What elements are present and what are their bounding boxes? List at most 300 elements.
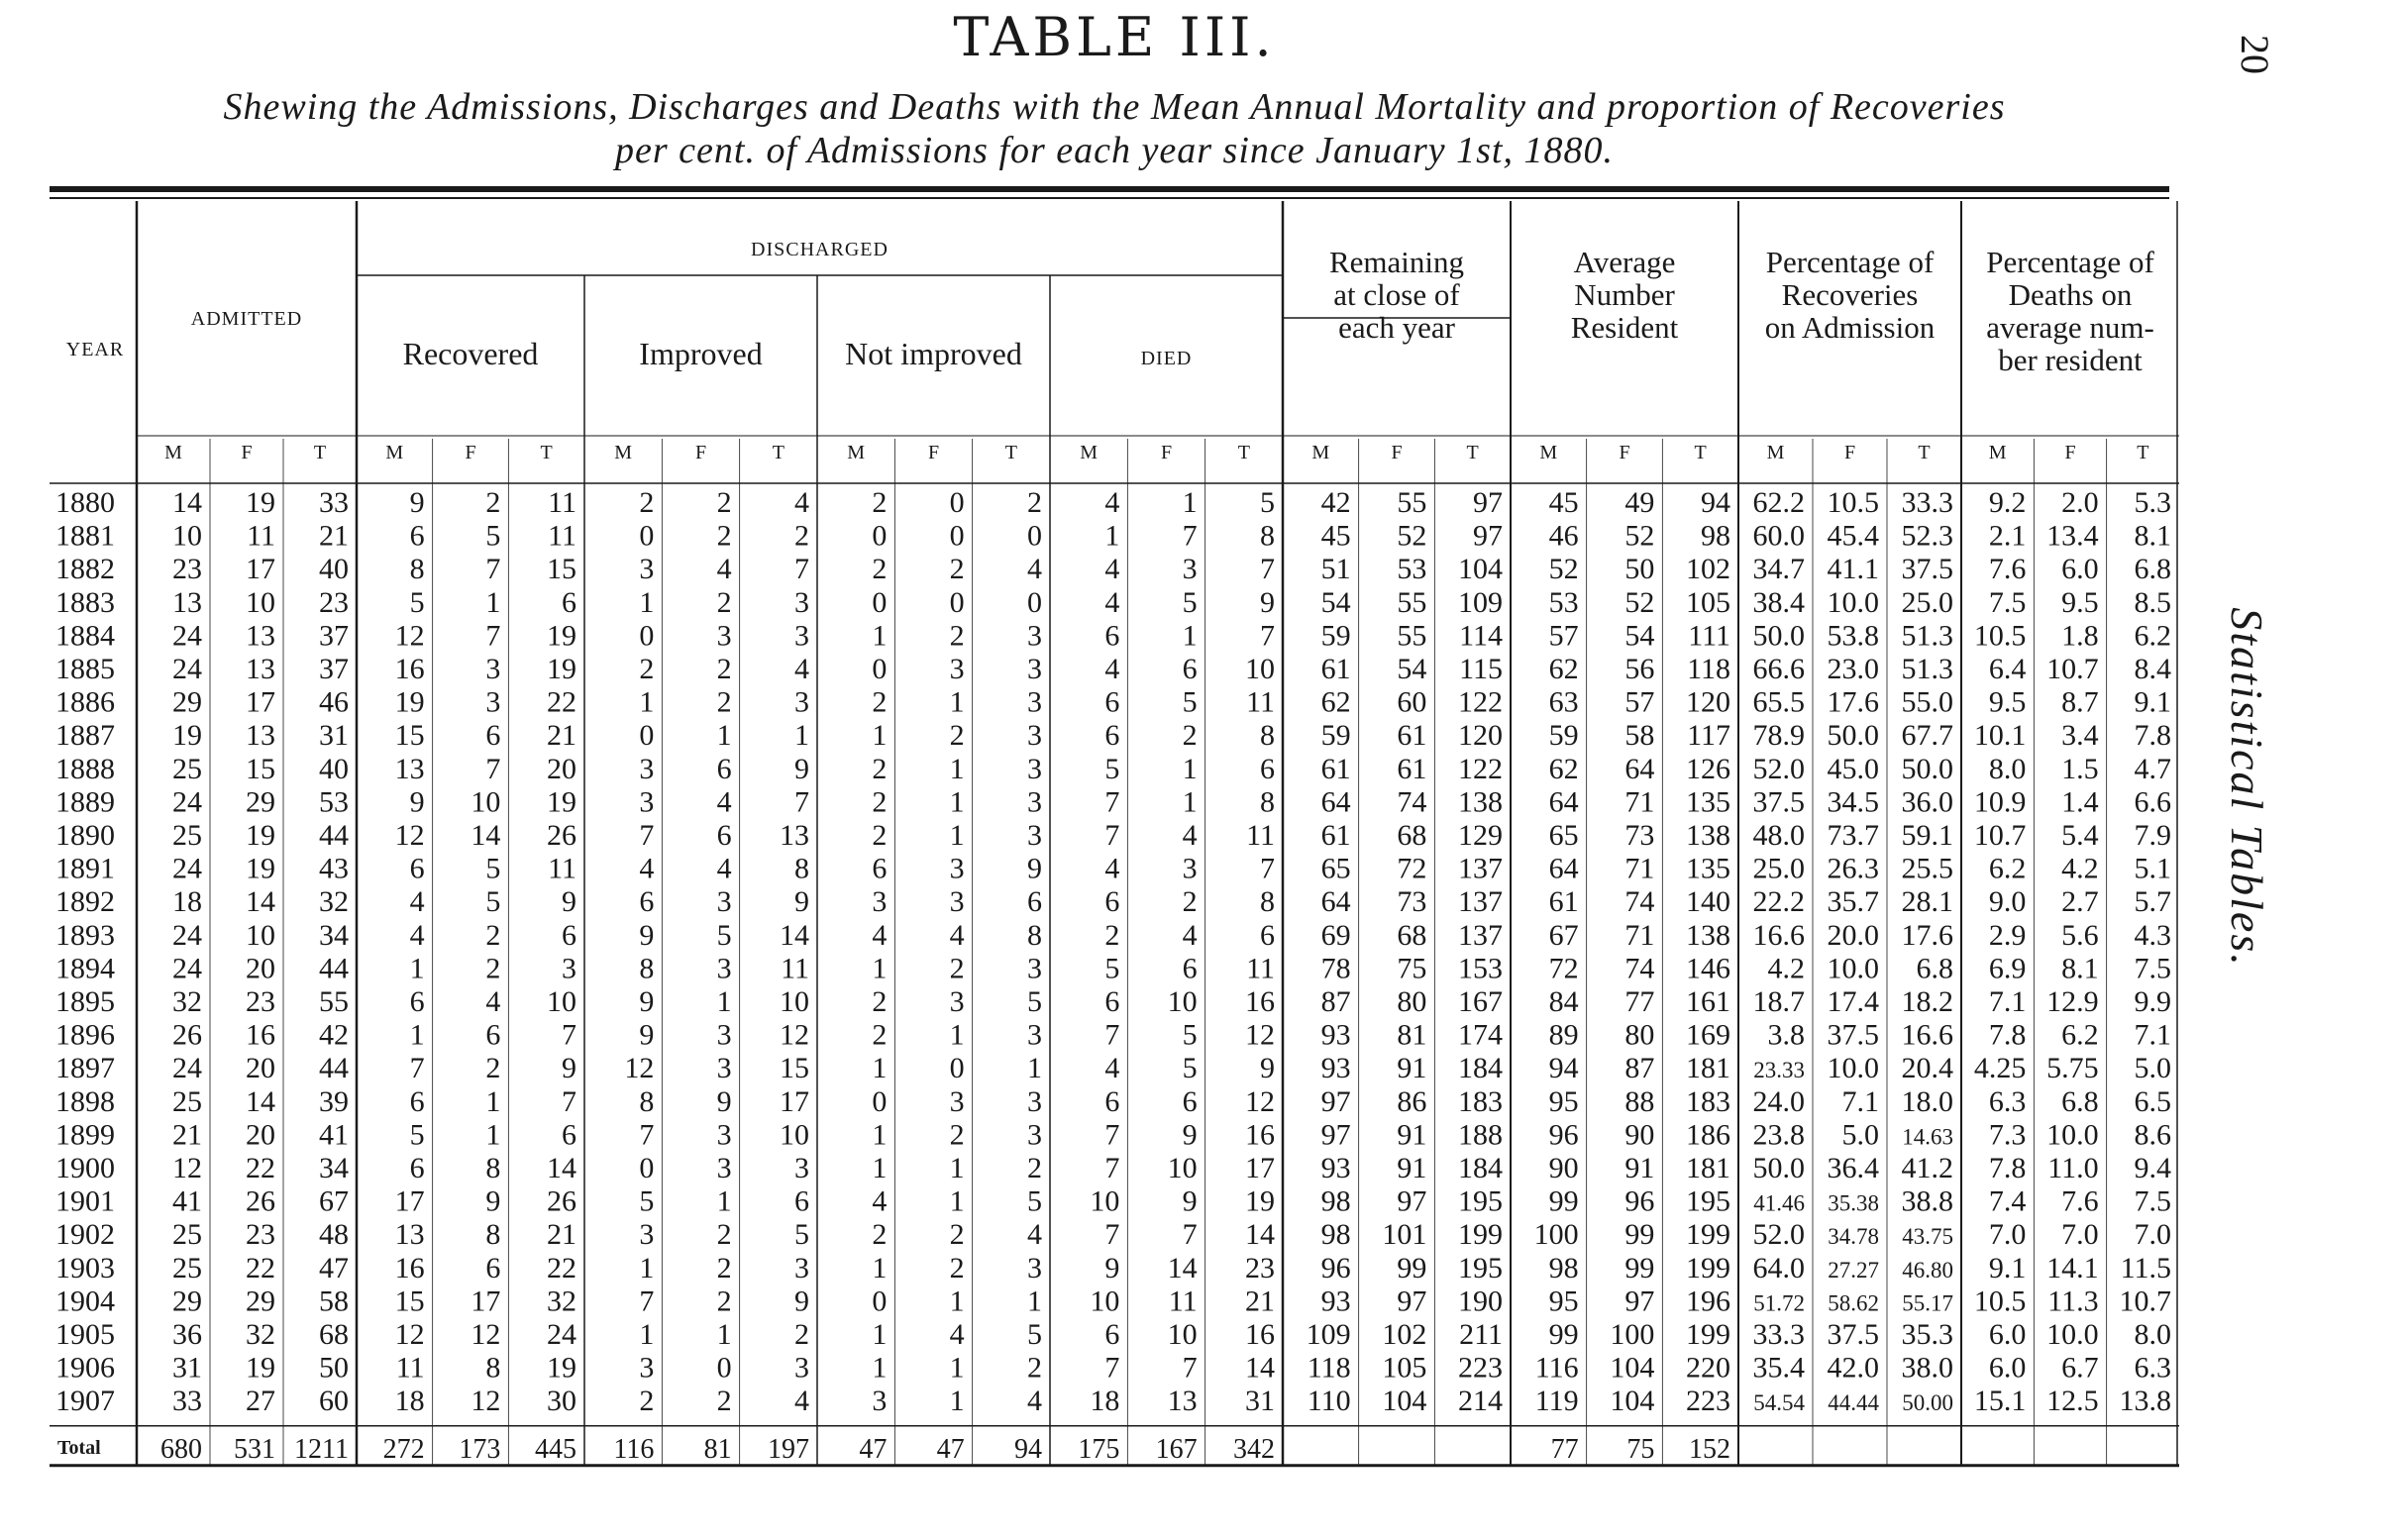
cell-23-23: 27.27 bbox=[1828, 1257, 1879, 1283]
cell-13-7: 9 bbox=[639, 918, 655, 952]
cell-26-4: 11 bbox=[395, 1351, 425, 1385]
cell-21-23: 35.38 bbox=[1828, 1190, 1879, 1216]
cell-22-7: 3 bbox=[639, 1218, 655, 1252]
cell-27-11: 1 bbox=[949, 1385, 965, 1418]
cell-2-17: 53 bbox=[1397, 553, 1427, 586]
cell-7-23: 50.0 bbox=[1827, 719, 1879, 753]
cell-23-17: 99 bbox=[1397, 1251, 1427, 1284]
header-admitted: ADMITTED bbox=[190, 308, 303, 330]
total-cell-7: 116 bbox=[613, 1433, 655, 1465]
cell-10-15: 11 bbox=[1246, 819, 1275, 852]
cell-1-14: 7 bbox=[1182, 519, 1198, 553]
cell-12-3: 32 bbox=[319, 885, 349, 919]
cell-25-8: 1 bbox=[716, 1318, 732, 1351]
cell-14-9: 11 bbox=[781, 952, 809, 985]
cell-4-13: 6 bbox=[1104, 619, 1120, 653]
cell-12-14: 2 bbox=[1182, 885, 1198, 919]
cell-14-3: 44 bbox=[319, 952, 349, 985]
cell-6-27: 9.1 bbox=[2134, 685, 2171, 719]
cell-2-14: 3 bbox=[1182, 553, 1198, 586]
header-mft-5-m: M bbox=[1311, 442, 1330, 463]
cell-9-24: 36.0 bbox=[1901, 785, 1953, 819]
cell-21-3: 67 bbox=[319, 1184, 349, 1218]
cell-12-13: 6 bbox=[1104, 885, 1120, 919]
cell-11-27: 5.1 bbox=[2134, 852, 2171, 885]
row-year-1900: 1900 bbox=[55, 1152, 115, 1184]
cell-22-24: 43.75 bbox=[1902, 1224, 1953, 1250]
cell-22-6: 21 bbox=[547, 1218, 576, 1252]
cell-22-22: 52.0 bbox=[1752, 1218, 1805, 1252]
cell-10-19: 65 bbox=[1548, 819, 1579, 852]
cell-17-15: 9 bbox=[1260, 1052, 1275, 1085]
cell-9-5: 10 bbox=[471, 785, 501, 819]
cell-23-4: 16 bbox=[394, 1251, 425, 1284]
cell-5-13: 4 bbox=[1104, 653, 1120, 685]
cell-7-13: 6 bbox=[1104, 719, 1120, 753]
cell-15-13: 6 bbox=[1104, 985, 1120, 1018]
cell-15-2: 23 bbox=[246, 985, 275, 1018]
cell-27-24: 50.00 bbox=[1902, 1390, 1953, 1416]
cell-26-16: 118 bbox=[1307, 1351, 1351, 1385]
cell-11-2: 19 bbox=[246, 852, 275, 885]
total-cell-20: 75 bbox=[1626, 1433, 1655, 1465]
cell-27-19: 119 bbox=[1534, 1385, 1579, 1418]
cell-13-15: 6 bbox=[1260, 918, 1275, 952]
header-mft-2-t: T bbox=[772, 442, 785, 463]
cell-7-8: 1 bbox=[716, 719, 732, 753]
cell-1-3: 21 bbox=[319, 519, 349, 553]
cell-19-25: 7.3 bbox=[1988, 1118, 2027, 1152]
cell-5-8: 2 bbox=[716, 653, 732, 685]
cell-21-18: 195 bbox=[1458, 1184, 1503, 1218]
cell-18-10: 0 bbox=[872, 1084, 888, 1118]
header-not-improved: Not improved bbox=[845, 336, 1022, 371]
cell-20-18: 184 bbox=[1458, 1152, 1503, 1184]
cell-8-19: 62 bbox=[1548, 752, 1579, 785]
cell-20-25: 7.8 bbox=[1988, 1152, 2027, 1184]
cell-2-26: 6.0 bbox=[2061, 553, 2099, 586]
cell-17-16: 93 bbox=[1320, 1052, 1351, 1085]
row-year-1880: 1880 bbox=[55, 486, 115, 519]
total-cell-4: 272 bbox=[382, 1433, 425, 1465]
row-year-1898: 1898 bbox=[55, 1084, 115, 1118]
header-mft-4-t: T bbox=[1237, 442, 1250, 463]
cell-1-8: 2 bbox=[716, 519, 732, 553]
cell-10-13: 7 bbox=[1104, 819, 1120, 852]
cell-13-12: 8 bbox=[1027, 918, 1042, 952]
cell-8-1: 25 bbox=[172, 752, 202, 785]
total-cell-12: 94 bbox=[1014, 1433, 1042, 1465]
cell-4-3: 37 bbox=[319, 619, 349, 653]
cell-16-13: 7 bbox=[1104, 1018, 1120, 1052]
cell-20-5: 8 bbox=[485, 1152, 501, 1184]
cell-7-15: 8 bbox=[1260, 719, 1275, 753]
cell-1-9: 2 bbox=[794, 519, 809, 553]
cell-25-1: 36 bbox=[172, 1318, 202, 1351]
header-mft-1-m: M bbox=[385, 442, 404, 463]
cell-20-10: 1 bbox=[872, 1152, 888, 1184]
cell-20-19: 90 bbox=[1548, 1152, 1579, 1184]
cell-10-21: 138 bbox=[1686, 819, 1730, 852]
cell-0-8: 2 bbox=[716, 486, 732, 519]
cell-6-18: 122 bbox=[1458, 685, 1503, 719]
cell-19-2: 20 bbox=[246, 1118, 275, 1152]
cell-27-13: 18 bbox=[1090, 1385, 1120, 1418]
cell-7-17: 61 bbox=[1397, 719, 1427, 753]
cell-23-14: 14 bbox=[1167, 1251, 1198, 1284]
cell-20-22: 50.0 bbox=[1752, 1152, 1805, 1184]
cell-0-26: 2.0 bbox=[2061, 486, 2099, 519]
cell-19-12: 3 bbox=[1027, 1118, 1042, 1152]
row-year-1881: 1881 bbox=[55, 519, 115, 553]
cell-11-3: 43 bbox=[319, 852, 349, 885]
cell-25-5: 12 bbox=[471, 1318, 501, 1351]
cell-7-12: 3 bbox=[1027, 719, 1042, 753]
cell-3-3: 23 bbox=[319, 585, 349, 619]
cell-17-14: 5 bbox=[1182, 1052, 1198, 1085]
cell-4-1: 24 bbox=[172, 619, 202, 653]
cell-25-21: 199 bbox=[1686, 1318, 1730, 1351]
cell-10-22: 48.0 bbox=[1752, 819, 1805, 852]
cell-19-14: 9 bbox=[1182, 1118, 1198, 1152]
cell-27-14: 13 bbox=[1167, 1385, 1198, 1418]
cell-18-23: 7.1 bbox=[1841, 1084, 1879, 1118]
cell-5-4: 16 bbox=[394, 653, 425, 685]
cell-24-26: 11.3 bbox=[2047, 1284, 2099, 1318]
cell-17-17: 91 bbox=[1397, 1052, 1427, 1085]
cell-4-24: 51.3 bbox=[1901, 619, 1953, 653]
cell-9-14: 1 bbox=[1182, 785, 1198, 819]
cell-9-20: 71 bbox=[1624, 785, 1655, 819]
cell-10-24: 59.1 bbox=[1901, 819, 1953, 852]
cell-17-1: 24 bbox=[172, 1052, 202, 1085]
cell-14-10: 1 bbox=[872, 952, 888, 985]
header-mft-1-t: T bbox=[540, 442, 553, 463]
cell-6-7: 1 bbox=[639, 685, 655, 719]
cell-5-24: 51.3 bbox=[1901, 653, 1953, 685]
cell-22-4: 13 bbox=[394, 1218, 425, 1252]
cell-2-15: 7 bbox=[1260, 553, 1275, 586]
cell-24-2: 29 bbox=[246, 1284, 275, 1318]
cell-24-10: 0 bbox=[872, 1284, 888, 1318]
cell-12-4: 4 bbox=[409, 885, 425, 919]
cell-27-2: 27 bbox=[246, 1385, 275, 1418]
cell-0-3: 33 bbox=[319, 486, 349, 519]
cell-11-11: 3 bbox=[949, 852, 965, 885]
cell-2-25: 7.6 bbox=[1988, 553, 2027, 586]
top-rule-thin bbox=[50, 197, 2169, 199]
cell-10-1: 25 bbox=[172, 819, 202, 852]
cell-3-2: 10 bbox=[246, 585, 275, 619]
cell-9-13: 7 bbox=[1104, 785, 1120, 819]
cell-8-5: 7 bbox=[485, 752, 501, 785]
header-pct-recoveries-line-3: on Admission bbox=[1764, 310, 1936, 345]
cell-3-16: 54 bbox=[1320, 585, 1351, 619]
cell-23-24: 46.80 bbox=[1902, 1257, 1953, 1283]
cell-20-3: 34 bbox=[319, 1152, 349, 1184]
cell-2-1: 23 bbox=[172, 553, 202, 586]
cell-21-1: 41 bbox=[172, 1184, 202, 1218]
cell-16-24: 16.6 bbox=[1901, 1018, 1953, 1052]
cell-0-22: 62.2 bbox=[1752, 486, 1805, 519]
cell-13-19: 67 bbox=[1548, 918, 1579, 952]
cell-15-19: 84 bbox=[1548, 985, 1579, 1018]
cell-26-3: 50 bbox=[319, 1351, 349, 1385]
cell-14-7: 8 bbox=[639, 952, 655, 985]
cell-8-22: 52.0 bbox=[1752, 752, 1805, 785]
cell-19-6: 6 bbox=[562, 1118, 576, 1152]
cell-13-5: 2 bbox=[485, 918, 501, 952]
cell-16-12: 3 bbox=[1027, 1018, 1042, 1052]
cell-12-12: 6 bbox=[1027, 885, 1042, 919]
cell-26-1: 31 bbox=[172, 1351, 202, 1385]
cell-16-17: 81 bbox=[1397, 1018, 1427, 1052]
cell-2-2: 17 bbox=[246, 553, 275, 586]
cell-1-27: 8.1 bbox=[2134, 519, 2171, 553]
cell-11-5: 5 bbox=[485, 852, 501, 885]
cell-13-24: 17.6 bbox=[1901, 918, 1953, 952]
cell-12-5: 5 bbox=[485, 885, 501, 919]
cell-4-7: 0 bbox=[639, 619, 655, 653]
cell-9-21: 135 bbox=[1686, 785, 1730, 819]
cell-0-23: 10.5 bbox=[1827, 486, 1879, 519]
cell-19-27: 8.6 bbox=[2134, 1118, 2171, 1152]
cell-6-17: 60 bbox=[1397, 685, 1427, 719]
cell-0-20: 49 bbox=[1624, 486, 1655, 519]
cell-27-27: 13.8 bbox=[2119, 1385, 2171, 1418]
cell-12-6: 9 bbox=[562, 885, 576, 919]
cell-13-3: 34 bbox=[319, 918, 349, 952]
cell-5-7: 2 bbox=[639, 653, 655, 685]
cell-12-23: 35.7 bbox=[1827, 885, 1879, 919]
cell-20-14: 10 bbox=[1167, 1152, 1198, 1184]
cell-24-13: 10 bbox=[1090, 1284, 1120, 1318]
cell-10-11: 1 bbox=[949, 819, 965, 852]
cell-18-20: 88 bbox=[1624, 1084, 1655, 1118]
cell-5-3: 37 bbox=[319, 653, 349, 685]
cell-23-11: 2 bbox=[949, 1251, 965, 1284]
cell-9-8: 4 bbox=[716, 785, 732, 819]
cell-16-9: 12 bbox=[780, 1018, 809, 1052]
cell-26-23: 42.0 bbox=[1827, 1351, 1879, 1385]
cell-27-7: 2 bbox=[639, 1385, 655, 1418]
total-label: Total bbox=[57, 1436, 101, 1459]
cell-3-11: 0 bbox=[949, 585, 965, 619]
cell-1-7: 0 bbox=[639, 519, 655, 553]
cell-2-12: 4 bbox=[1027, 553, 1042, 586]
cell-22-9: 5 bbox=[794, 1218, 809, 1252]
cell-22-27: 7.0 bbox=[2134, 1218, 2171, 1252]
cell-20-4: 6 bbox=[409, 1152, 425, 1184]
cell-5-23: 23.0 bbox=[1827, 653, 1879, 685]
cell-26-26: 6.7 bbox=[2061, 1351, 2099, 1385]
cell-14-11: 2 bbox=[949, 952, 965, 985]
cell-14-13: 5 bbox=[1104, 952, 1120, 985]
cell-19-15: 16 bbox=[1245, 1118, 1275, 1152]
cell-7-3: 31 bbox=[319, 719, 349, 753]
cell-13-27: 4.3 bbox=[2134, 918, 2171, 952]
total-cell-14: 167 bbox=[1155, 1433, 1198, 1465]
total-cell-8: 81 bbox=[703, 1433, 732, 1465]
cell-1-2: 11 bbox=[247, 519, 275, 553]
cell-17-10: 1 bbox=[872, 1052, 888, 1085]
header-pct-deaths-line-4: ber resident bbox=[1998, 343, 2143, 377]
cell-3-14: 5 bbox=[1182, 585, 1198, 619]
cell-22-12: 4 bbox=[1027, 1218, 1042, 1252]
cell-27-22: 54.54 bbox=[1753, 1390, 1805, 1416]
cell-24-1: 29 bbox=[172, 1284, 202, 1318]
cell-16-19: 89 bbox=[1548, 1018, 1579, 1052]
cell-1-26: 13.4 bbox=[2046, 519, 2099, 553]
cell-13-13: 2 bbox=[1104, 918, 1120, 952]
cell-15-7: 9 bbox=[639, 985, 655, 1018]
cell-18-3: 39 bbox=[319, 1084, 349, 1118]
cell-6-11: 1 bbox=[949, 685, 965, 719]
cell-8-7: 3 bbox=[639, 752, 655, 785]
cell-27-18: 214 bbox=[1458, 1385, 1503, 1418]
header-died: DIED bbox=[1140, 348, 1193, 369]
cell-18-15: 12 bbox=[1245, 1084, 1275, 1118]
cell-19-7: 7 bbox=[639, 1118, 655, 1152]
cell-25-18: 211 bbox=[1459, 1318, 1503, 1351]
cell-24-8: 2 bbox=[716, 1284, 732, 1318]
cell-13-23: 20.0 bbox=[1827, 918, 1879, 952]
cell-12-8: 3 bbox=[716, 885, 732, 919]
cell-14-20: 74 bbox=[1624, 952, 1655, 985]
cell-8-12: 3 bbox=[1027, 752, 1042, 785]
cell-5-1: 24 bbox=[172, 653, 202, 685]
cell-17-24: 20.4 bbox=[1901, 1052, 1953, 1085]
cell-17-25: 4.25 bbox=[1973, 1052, 2027, 1085]
cell-22-15: 14 bbox=[1245, 1218, 1275, 1252]
cell-3-6: 6 bbox=[562, 585, 576, 619]
cell-5-27: 8.4 bbox=[2134, 653, 2171, 685]
cell-6-4: 19 bbox=[394, 685, 425, 719]
cell-16-11: 1 bbox=[949, 1018, 965, 1052]
cell-27-21: 223 bbox=[1686, 1385, 1730, 1418]
header-mft-4-m: M bbox=[1080, 442, 1099, 463]
cell-27-10: 3 bbox=[872, 1385, 888, 1418]
cell-5-16: 61 bbox=[1320, 653, 1351, 685]
cell-12-27: 5.7 bbox=[2134, 885, 2171, 919]
cell-0-4: 9 bbox=[409, 486, 425, 519]
cell-24-9: 9 bbox=[794, 1284, 809, 1318]
cell-11-15: 7 bbox=[1260, 852, 1275, 885]
cell-5-6: 19 bbox=[547, 653, 576, 685]
cell-5-14: 6 bbox=[1182, 653, 1198, 685]
header-mft-3-t: T bbox=[1004, 442, 1017, 463]
cell-7-5: 6 bbox=[485, 719, 501, 753]
total-cell-13: 175 bbox=[1078, 1433, 1120, 1465]
cell-27-23: 44.44 bbox=[1828, 1390, 1879, 1416]
cell-21-27: 7.5 bbox=[2134, 1184, 2171, 1218]
cell-7-10: 1 bbox=[872, 719, 888, 753]
cell-9-11: 1 bbox=[949, 785, 965, 819]
cell-5-20: 56 bbox=[1624, 653, 1655, 685]
cell-9-18: 138 bbox=[1458, 785, 1503, 819]
cell-17-22: 23.33 bbox=[1753, 1058, 1805, 1083]
cell-20-8: 3 bbox=[716, 1152, 732, 1184]
cell-3-8: 2 bbox=[716, 585, 732, 619]
cell-26-22: 35.4 bbox=[1752, 1351, 1805, 1385]
cell-26-15: 14 bbox=[1245, 1351, 1275, 1385]
cell-10-14: 4 bbox=[1182, 819, 1198, 852]
cell-9-6: 19 bbox=[547, 785, 576, 819]
cell-22-17: 101 bbox=[1382, 1218, 1427, 1252]
cell-8-16: 61 bbox=[1320, 752, 1351, 785]
cell-12-24: 28.1 bbox=[1901, 885, 1953, 919]
cell-5-25: 6.4 bbox=[1988, 653, 2027, 685]
cell-0-2: 19 bbox=[246, 486, 275, 519]
cell-9-22: 37.5 bbox=[1752, 785, 1805, 819]
cell-15-16: 87 bbox=[1320, 985, 1351, 1018]
cell-17-27: 5.0 bbox=[2134, 1052, 2171, 1085]
cell-23-22: 64.0 bbox=[1752, 1251, 1805, 1284]
cell-27-4: 18 bbox=[394, 1385, 425, 1418]
cell-15-26: 12.9 bbox=[2046, 985, 2099, 1018]
cell-12-11: 3 bbox=[949, 885, 965, 919]
cell-18-22: 24.0 bbox=[1752, 1084, 1805, 1118]
cell-3-7: 1 bbox=[639, 585, 655, 619]
cell-21-22: 41.46 bbox=[1753, 1190, 1805, 1216]
cell-24-4: 15 bbox=[394, 1284, 425, 1318]
cell-0-25: 9.2 bbox=[1988, 486, 2027, 519]
row-year-1889: 1889 bbox=[55, 785, 115, 819]
cell-0-6: 11 bbox=[548, 486, 576, 519]
cell-7-19: 59 bbox=[1548, 719, 1579, 753]
cell-12-1: 18 bbox=[172, 885, 202, 919]
cell-23-7: 1 bbox=[639, 1251, 655, 1284]
cell-20-1: 12 bbox=[172, 1152, 202, 1184]
cell-25-13: 6 bbox=[1104, 1318, 1120, 1351]
cell-4-21: 111 bbox=[1688, 619, 1730, 653]
header-pct-recoveries-line-2: Recoveries bbox=[1781, 277, 1919, 312]
cell-4-17: 55 bbox=[1397, 619, 1427, 653]
cell-16-23: 37.5 bbox=[1827, 1018, 1879, 1052]
cell-12-22: 22.2 bbox=[1752, 885, 1805, 919]
cell-9-25: 10.9 bbox=[1973, 785, 2027, 819]
cell-12-21: 140 bbox=[1686, 885, 1730, 919]
cell-15-22: 18.7 bbox=[1752, 985, 1805, 1018]
cell-6-3: 46 bbox=[319, 685, 349, 719]
cell-17-11: 0 bbox=[949, 1052, 965, 1085]
cell-4-8: 3 bbox=[716, 619, 732, 653]
cell-2-27: 6.8 bbox=[2134, 553, 2171, 586]
cell-21-5: 9 bbox=[485, 1184, 501, 1218]
cell-18-1: 25 bbox=[172, 1084, 202, 1118]
cell-1-25: 2.1 bbox=[1988, 519, 2027, 553]
cell-5-10: 0 bbox=[872, 653, 888, 685]
cell-12-9: 9 bbox=[794, 885, 809, 919]
header-average-line-1: Average bbox=[1573, 245, 1676, 279]
cell-17-2: 20 bbox=[246, 1052, 275, 1085]
cell-19-24: 14.63 bbox=[1902, 1124, 1953, 1150]
cell-13-11: 4 bbox=[949, 918, 965, 952]
cell-27-26: 12.5 bbox=[2046, 1385, 2099, 1418]
cell-21-9: 6 bbox=[794, 1184, 809, 1218]
cell-26-19: 116 bbox=[1534, 1351, 1579, 1385]
cell-10-12: 3 bbox=[1027, 819, 1042, 852]
cell-7-18: 120 bbox=[1458, 719, 1503, 753]
cell-4-14: 1 bbox=[1182, 619, 1198, 653]
cell-26-8: 0 bbox=[716, 1351, 732, 1385]
cell-9-23: 34.5 bbox=[1827, 785, 1879, 819]
cell-4-9: 3 bbox=[794, 619, 809, 653]
cell-15-24: 18.2 bbox=[1901, 985, 1953, 1018]
cell-25-16: 109 bbox=[1306, 1318, 1351, 1351]
cell-8-6: 20 bbox=[547, 752, 576, 785]
cell-15-15: 16 bbox=[1245, 985, 1275, 1018]
